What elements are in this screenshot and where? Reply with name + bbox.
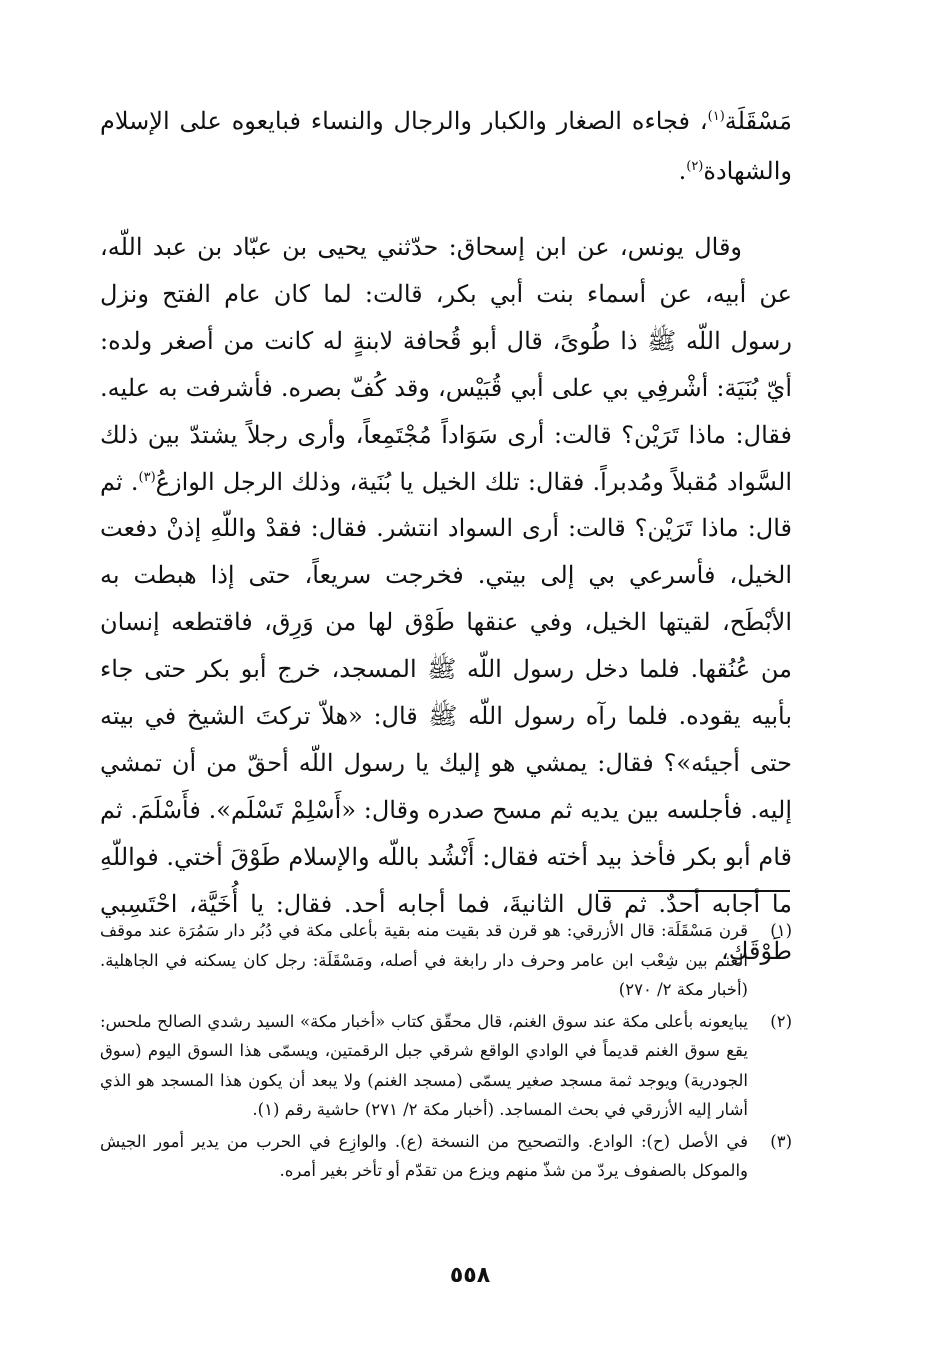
intro-text (100, 96, 792, 196)
footnote-ref-3: (٣) (138, 469, 156, 485)
footnote-3 (100, 1127, 792, 1186)
footnote-number: (٣) (770, 1131, 792, 1151)
intro-middle: ، فجاءه الصغار والكبار والرجال والنساء فبايعوه على الإسلام والشهادة (100, 107, 792, 185)
main-part-1: وقال يونس، عن ابن إسحاق: حدّثني يحيى بن عبّاد بن عبد اللّه، عن أبيه، عن أسماء بنت أبي بكر، قالت: لما كان عام الفتح ونزل رسول اللّه ﷺ ذا طُوىً، قال أبو قُحافة لابنةٍ له كانت من أصغر ولده: أيّ بُنَيَة: أشْرفِي بي على أبي قُبَيْس، وقد كُفّ بصره. فأشرفت به عليه. فقال: ماذا تَرَيْن؟ قالت: أرى سَوَاداً مُجْتَمِعاً، وأرى رجلاً يشتدّ بين ذلك السَّواد مُقبلاً ومُدبراً. فقال: تلك الخيل يا بُنَية، وذلك الرجل الوازعُ (100, 233, 792, 496)
footnote-ref-2: (٢) (686, 159, 704, 174)
page-number: ٥٥٨ (449, 1263, 491, 1288)
footnote-1 (100, 916, 792, 1005)
footnote-text: قرن مَسْقَلَة: قال الأزرقي: هو قرن قد بقيت منه بقية بأعلى مكة في دُبُر دار سَمُرَة عند موقف الغنم بين شِعْب ابن عامر وحرف دار رابغة في أصله، ومَسْقَلَة: رجل كان يسكنه في الجاهلية. (أخبار مكة ٢/ ٢٧٠) (100, 921, 748, 999)
footnote-number: (١) (770, 921, 792, 940)
intro-paragraph (100, 96, 792, 196)
intro-before-note: مَسْقَلَة (724, 107, 792, 135)
intro-after-note: . (678, 157, 687, 185)
main-text (100, 224, 792, 975)
main-paragraph (100, 224, 792, 975)
footnotes (100, 916, 792, 1188)
footnote-ref-1: (١) (707, 109, 725, 124)
footnote-number: (٢) (770, 1011, 792, 1031)
footnote-2 (100, 1007, 792, 1125)
footnote-text: يبايعونه بأعلى مكة عند سوق الغنم، قال محقّق كتاب «أخبار مكة» السيد رشدي الصالح ملحس: يقع سوق الغنم قديماً في الوادي الواقع شرقي جبل الرقمتين، ويسمّى هذا السوق اليوم (سوق الجودرية) ويوجد ثمة مسجد صغير يسمّى (مسجد الغنم) ولا يبعد أن يكون هذا المسجد هو الذي أشار إليه الأزرقي في بحث المساجد. (أخبار مكة ٢/ ٢٧١) حاشية رقم (١). (100, 1011, 748, 1119)
footnote-divider (598, 890, 790, 892)
main-part-2: . ثم قال: ماذا تَرَيْن؟ قالت: أرى السواد انتشر. فقال: فقدْ واللّهِ إذنْ دفعت الخيل، فأسرعي بي إلى بيتي. فخرجت سريعاً، حتى إذا هبطت به الأبْطَح، لقيتها الخيل، وفي عنقها طَوْق لها من وَرِق، فاقتطعه إنسان من عُنُقها. فلما دخل رسول اللّه ﷺ المسجد، خرج أبو بكر حتى جاء بأبيه يقوده. فلما رآه رسول اللّه ﷺ قال: «هلاّ تركتَ الشيخ في بيته حتى أجيئه»؟ فقال: يمشي هو إليك يا رسول اللّه أحقّ من أن تمشي إليه. فأجلسه بين يديه ثم مسح صدره وقال: «أَسْلِمْ تَسْلَم». فأَسْلَمَ. ثم قام أبو بكر فأخذ بيد أخته فقال: أَنْشُد باللّه والإسلام طَوْقَ أختي. فواللّهِ ما أجابه أحدٌ. ثم قال الثانيةَ، فما أجابه أحد. فقال: يا أُخَيَّة، احْتَسِبي طَوْقَكِ، (100, 467, 792, 965)
footnote-text: في الأصل (ح): الوادع. والتصحيح من النسخة (ع). والوازِع في الحرب من يدير أمور الجيش والموكل بالصفوف يردّ من شذّ منهم ويزع من تقدّم أو تأخر بغير أمره. (100, 1131, 748, 1180)
